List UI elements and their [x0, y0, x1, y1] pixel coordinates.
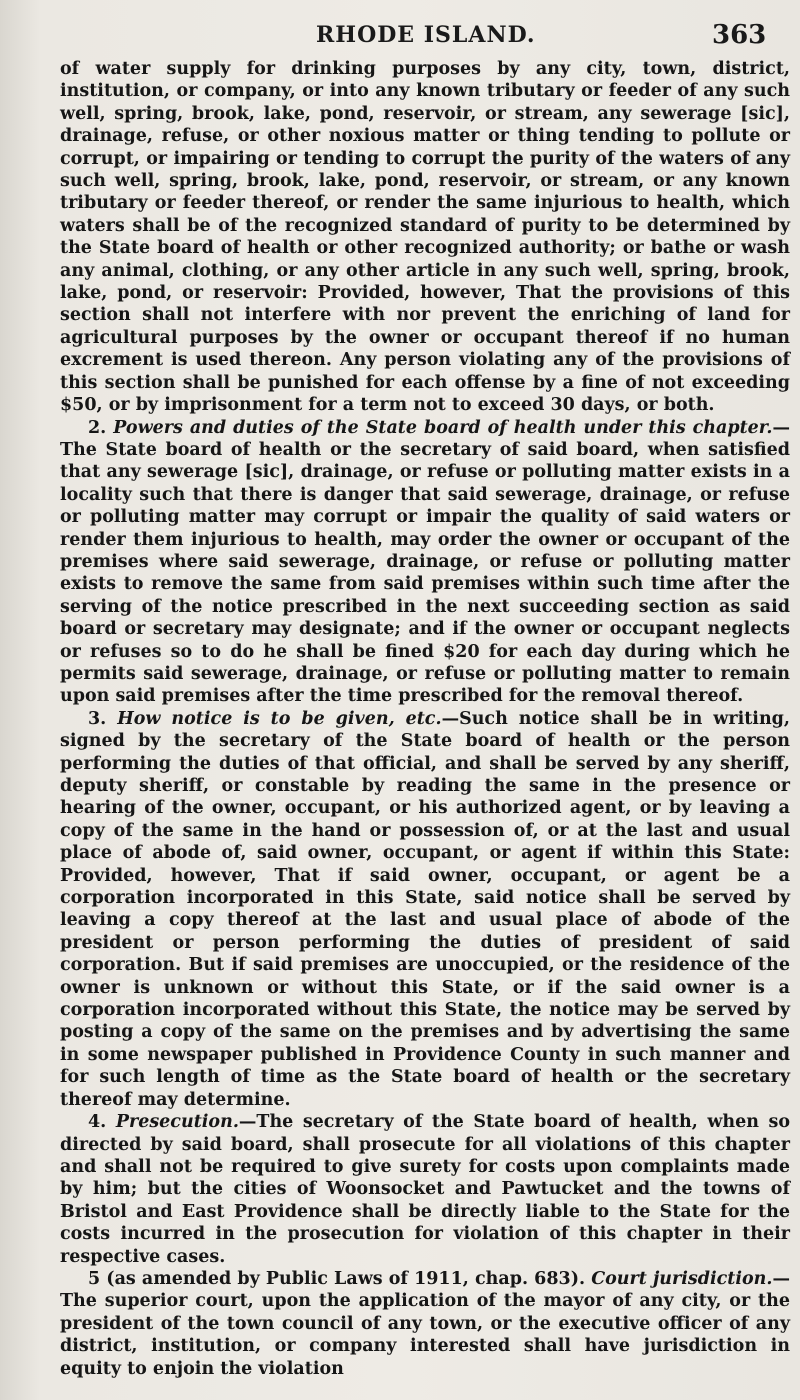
section-2: [60, 417, 790, 708]
section-title: How notice is to be given, etc.: [117, 708, 442, 729]
section-text: —The superior court, upon the application of the mayor of any city, or the president of the town council of any town, or the executive officer of any district, institution, or company interested shall have jurisdiction in equity to enjoin the violation: [60, 1268, 790, 1379]
continuation-paragraph: of water supply for drinking purposes by any city, town, district, institution, or company, or into any known tributary or feeder of any such well, spring, brook, lake, pond, reservoir, or stream, any sewerage [sic], drainage, refuse, or other noxious matter or thing tending to pollute or corrupt, or impairing or tending to corrupt the purity of the waters of any such well, spring, brook, lake, pond, reservoir, or stream, or any known tributary or feeder thereof, or render the same injurious to health, which waters shall be of the recognized standard of purity to be determined by the State board of health or other recognized authority; or bathe or wash any animal, clothing, or any other article in any such well, spring, brook, lake, pond, or reservoir: Provided, however, That the provisions of this section shall not interfere with nor prevent the enriching of land for agricultural purposes by the owner or occupant thereof if no human excrement is used thereon. Any person violating any of the provisions of this section shall be punished for each offense by a fine of not exceeding $50, or by imprisonment for a term not to exceed 30 days, or both.: [60, 59, 790, 416]
section-number: 3.: [88, 708, 107, 729]
section-title: Powers and duties of the State board of health under this chapter.: [113, 417, 773, 438]
section-text: —Such notice shall be in writing, signed by the secretary of the State board of health or the person performing the duties of that official, and shall be served by any sheriff, deputy sheriff, or constable by reading the same in the presence or hearing of the owner, occupant, or his authorized agent, or by leaving a copy of the same in the hand or possession of, or at the last and usual place of abode of, said owner, occupant, or agent if within this State: Provided, however, That if said owner, occupant, or agent be a corporation incorporated in this State, said notice shall be served by leaving a copy thereof at the last and usual place of abode of the president or person performing the duties of president of said corporation. But if said premises are unoccupied, or the residence of the owner is unknown or without this State, or if the said owner is a corporation incorporated without this State, the notice may be served by posting a copy of the same on the premises and by advertising the same in some newspaper published in Providence County in such manner and for such length of time as the State board of health or the secretary thereof may determine.: [60, 708, 791, 1110]
running-head: RHODE ISLAND.: [316, 22, 536, 48]
section-number: 4.: [88, 1112, 107, 1133]
page-header: [0, 20, 800, 50]
page-number: 363: [712, 20, 767, 50]
section-title: Presecution.: [115, 1112, 239, 1133]
section-text: —The State board of health or the secretary of said board, when satisfied that any sewerage [sic], drainage, or refuse or polluting matter exists in a locality such that there is danger that said sewerage, drainage, or refuse or polluting matter may corrupt or impair the quality of said waters or render them injurious to health, may order the owner or occupant of the premises where said sewerage, drainage, or refuse or polluting matter exists to remove the same from said premises within such time after the serving of the notice prescribed in the next succeeding section as said board or secretary may designate; and if the owner or occupant neglects or refuses so to do he shall be fined $20 for each day during which he permits said sewerage, drainage, or refuse or polluting matter to remain upon said premises after the time prescribed for the removal thereof.: [60, 417, 790, 707]
section-title: Court jurisdiction.: [591, 1268, 773, 1289]
section-text: —The secretary of the State board of health, when so directed by said board, shall prosecute for all violations of this chapter and shall not be required to give surety for costs upon complaints made by him; but the cities of Woonsocket and Pawtucket and the towns of Bristol and East Providence shall be directly liable to the State for the costs incurred in the prosecution for violation of this chapter in their respective cases.: [60, 1112, 791, 1267]
section-number: 5 (as amended by Public Laws of 1911, chap. 683).: [88, 1268, 586, 1289]
section-5: [60, 1268, 790, 1380]
body-text: [60, 58, 790, 1380]
section-4: [60, 1111, 790, 1268]
section-3: [60, 708, 790, 1111]
section-number: 2.: [88, 417, 107, 438]
